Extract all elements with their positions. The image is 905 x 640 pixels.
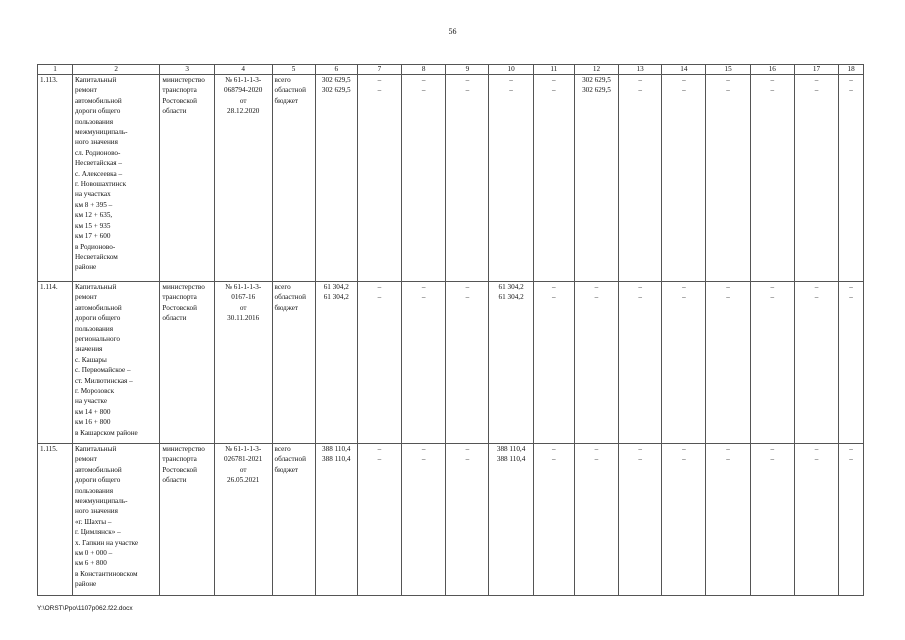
value-col-14: – – xyxy=(662,282,706,444)
value-col-7: – – xyxy=(357,444,401,596)
value-col-9: – – xyxy=(446,282,489,444)
value-col-13: – – xyxy=(619,75,662,282)
value-col-14: – – xyxy=(662,75,706,282)
value-col-14: – – xyxy=(662,444,706,596)
header-cell: 13 xyxy=(619,65,662,75)
value-col-16: – – xyxy=(750,282,794,444)
value-col-15: – – xyxy=(706,75,750,282)
value-col-12: 302 629,5 302 629,5 xyxy=(574,75,618,282)
header-cell: 5 xyxy=(272,65,315,75)
organization: министерство транспорта Ростовской области xyxy=(160,444,215,596)
value-col-15: – – xyxy=(706,282,750,444)
document-ref: № 61-1-1-3- 068794-2020 от 28.12.2020 xyxy=(214,75,272,282)
value-col-11: – – xyxy=(533,75,574,282)
header-cell: 6 xyxy=(315,65,357,75)
value-col-16: – – xyxy=(750,444,794,596)
header-cell: 7 xyxy=(357,65,401,75)
header-cell: 4 xyxy=(214,65,272,75)
funding-source: всего областной бюджет xyxy=(272,444,315,596)
value-col-10: 388 110,4 388 110,4 xyxy=(489,444,533,596)
value-col-9: – – xyxy=(446,444,489,596)
object-name: Капитальный ремонт автомобильной дороги общего пользования регионального значения с. Кашары с. Первомайское – ст. Милютинская – г. Морозовск на участке км 14 + 800 км 16 + 800 в Кашарском районе xyxy=(72,282,159,444)
value-col-10: 61 304,2 61 304,2 xyxy=(489,282,533,444)
header-cell: 3 xyxy=(160,65,215,75)
header-cell: 1 xyxy=(38,65,73,75)
value-col-7: – – xyxy=(357,75,401,282)
value-col-8: – – xyxy=(402,282,446,444)
object-name: Капитальный ремонт автомобильной дороги общего пользования межмуниципаль- ного значения сл. Родионово- Несветайская – с. Алексеевка – г. Новошахтинск на участках км 8 + 395 – км 12 + 635, км 15 + 935 км 17 + 600 в Родионово- Несветайском районе xyxy=(72,75,159,282)
header-cell: 8 xyxy=(402,65,446,75)
header-cell: 9 xyxy=(446,65,489,75)
row-id: 1.113. xyxy=(38,75,73,282)
page-number: 56 xyxy=(448,27,457,36)
header-cell: 16 xyxy=(750,65,794,75)
value-col-15: – – xyxy=(706,444,750,596)
header-cell: 17 xyxy=(794,65,838,75)
organization: министерство транспорта Ростовской области xyxy=(160,75,215,282)
value-col-6: 388 110,4 388 110,4 xyxy=(315,444,357,596)
header-cell: 10 xyxy=(489,65,533,75)
value-col-13: – – xyxy=(619,444,662,596)
value-col-11: – – xyxy=(533,282,574,444)
header-cell: 11 xyxy=(533,65,574,75)
value-col-18: – – xyxy=(839,282,864,444)
funding-source: всего областной бюджет xyxy=(272,75,315,282)
value-col-10: – – xyxy=(489,75,533,282)
value-col-11: – – xyxy=(533,444,574,596)
value-col-17: – – xyxy=(794,282,838,444)
column-number-row xyxy=(38,65,864,75)
value-col-8: – – xyxy=(402,444,446,596)
header-cell: 15 xyxy=(706,65,750,75)
header-cell: 12 xyxy=(574,65,618,75)
row-id: 1.115. xyxy=(38,444,73,596)
program-table xyxy=(37,64,864,596)
value-col-8: – – xyxy=(402,75,446,282)
value-col-6: 61 304,2 61 304,2 xyxy=(315,282,357,444)
value-col-12: – – xyxy=(574,444,618,596)
funding-source: всего областной бюджет xyxy=(272,282,315,444)
header-cell: 2 xyxy=(72,65,159,75)
value-col-16: – – xyxy=(750,75,794,282)
value-col-9: – – xyxy=(446,75,489,282)
value-col-18: – – xyxy=(839,75,864,282)
value-col-17: – – xyxy=(794,75,838,282)
value-col-7: – – xyxy=(357,282,401,444)
row-id: 1.114. xyxy=(38,282,73,444)
organization: министерство транспорта Ростовской области xyxy=(160,282,215,444)
table-row xyxy=(38,75,864,282)
header-cell: 14 xyxy=(662,65,706,75)
document-ref: № 61-1-1-3- 026781-2021 от 26.05.2021 xyxy=(214,444,272,596)
header-cell: 18 xyxy=(839,65,864,75)
value-col-6: 302 629,5 302 629,5 xyxy=(315,75,357,282)
table-row xyxy=(38,282,864,444)
value-col-13: – – xyxy=(619,282,662,444)
value-col-12: – – xyxy=(574,282,618,444)
value-col-17: – – xyxy=(794,444,838,596)
object-name: Капитальный ремонт автомобильной дороги общего пользования межмуниципаль- ного значения «г. Шахты – г. Цимлянск» – х. Гапкин на участке км 0 + 000 – км 6 + 800 в Константиновском районе xyxy=(72,444,159,596)
document-ref: № 61-1-1-3- 0167-16 от 30.11.2016 xyxy=(214,282,272,444)
value-col-18: – – xyxy=(839,444,864,596)
file-path-footer: Y:\ORST\Ppo\1107p062.f22.docx xyxy=(37,605,133,612)
table-row xyxy=(38,444,864,596)
